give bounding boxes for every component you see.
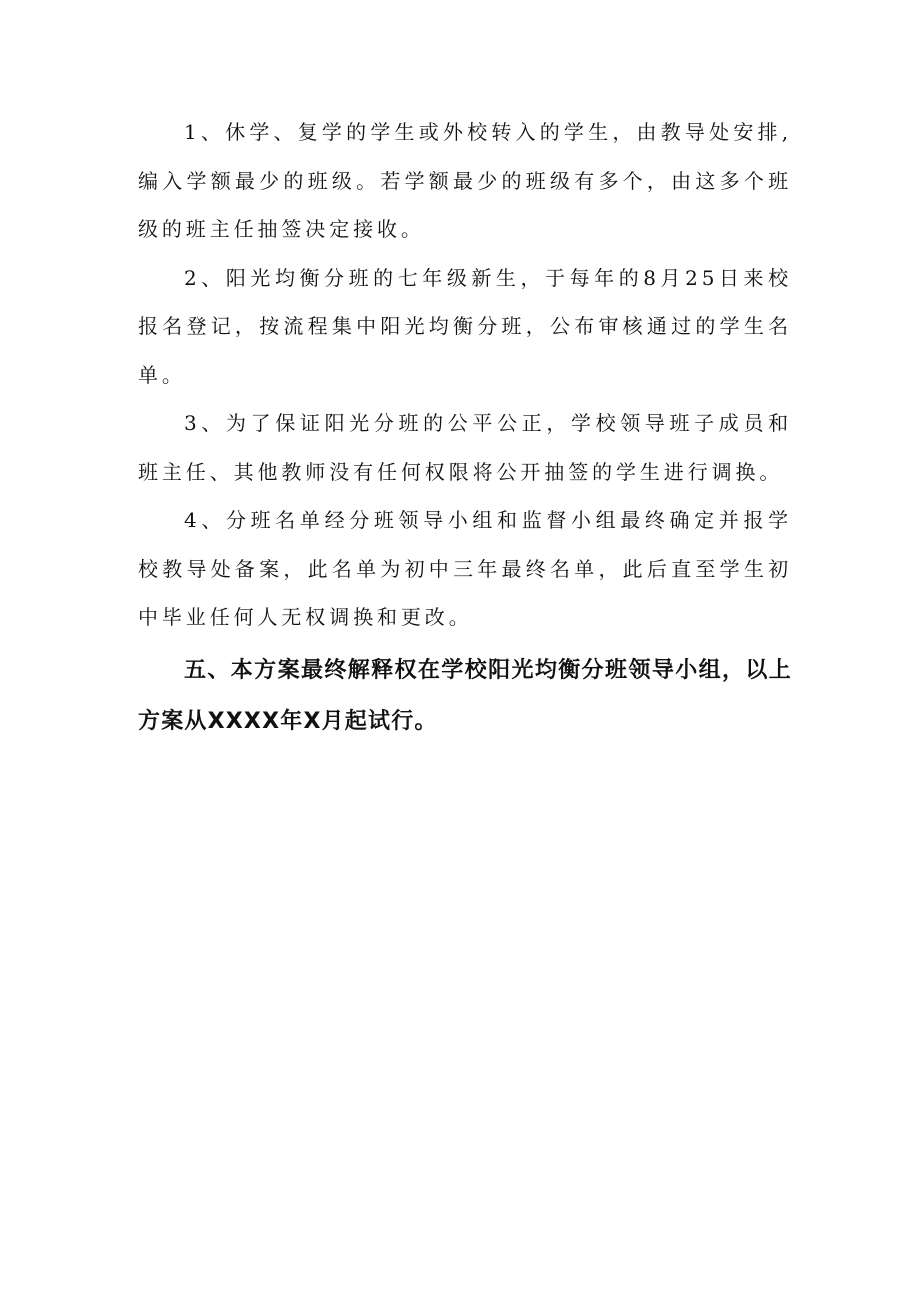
document-body <box>138 108 792 747</box>
paragraph-fairness: 3、为了保证阳光分班的公平公正，学校领导班子成员和班主任、其他教师没有任何权限将公开抽签的学生进行调换。 <box>138 411 792 484</box>
paragraph-transfer-students: 1、休学、复学的学生或外校转入的学生，由教导处安排,编入学额最少的班级。若学额最少的班级有多个，由这多个班级的班主任抽签决定接收。 <box>138 120 792 241</box>
paragraph-new-student-registration: 2、阳光均衡分班的七年级新生，于每年的8月25日来校报名登记，按流程集中阳光均衡分班，公布审核通过的学生名单。 <box>138 265 792 387</box>
paragraph-final-list: 4、分班名单经分班领导小组和监督小组最终确定并报学校教导处备案，此名单为初中三年最终名单，此后直至学生初中毕业任何人无权调换和更改。 <box>138 508 792 629</box>
closing-statement: 五、本方案最终解释权在学校阳光均衡分班领导小组，以上方案从XXXX年X月起试行。 <box>138 657 792 734</box>
